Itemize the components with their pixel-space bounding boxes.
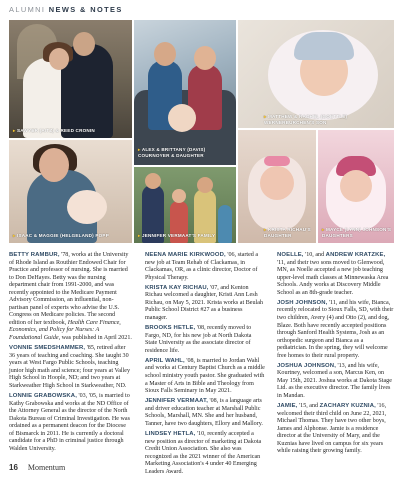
photo-johnson-daughters (318, 130, 394, 243)
note-entry: VONNIE SMEDSHAMMER, '85, retired after 36 years of teaching and coaching. She taught 30 years at West Fargo Public Schools, teaching junior high math and science; four years at Valley High School in Hoople, ND; and two years at Starkweather High School in Starkweather, ND. (9, 345, 131, 389)
photo-caption: ▸ MATTHEW & RACHEL (GOETTLE) WERNERBURCHEN'S SON (264, 114, 348, 125)
page-number: 16 (9, 463, 18, 472)
photo-caption: ▸ JENNIFER VERMAAT'S FAMILY (138, 233, 216, 238)
note-entry: KRISTA KAY RICHAU, '07, and Kenton Richau welcomed a daughter, Kristi Ann Lesh Richau, on May 5, 2021. Krista works at Beulah Public School District #27 as a business manager. (145, 284, 263, 321)
section-header (9, 5, 123, 14)
photo-wernerburchen-son (238, 20, 394, 128)
notes-column-1 (9, 252, 132, 456)
photo-caption: ▸ ALEX & BRITTANY (DAVIS) COURNOYER & DAUGHTER (138, 147, 206, 158)
note-entry: JENNIFER VERMAAT, '08, is a language arts and driver education teacher at Marshall Public Schools, Marshall, MN. She and her husband, Tanner, have two daughters, Ellory and Mallory. (145, 398, 263, 427)
note-entry: NOELLE, '10, and ANDREW KRATZKE, '11, and their two sons moved to Glenwood, MN, as Noelle accepted a new job teaching upper-level math classes at Minnewaska Area Schools. Andy works at Discovery Middle School as an 8th-grade teacher. (277, 252, 389, 296)
page-footer (9, 463, 65, 472)
photo-caption: ▸ KRISTA RICHAU'S DAUGHTER (264, 227, 311, 238)
note-entry: NEENA MARIE KIRKWOOD, '06, started a new job at Team Rehab of Clackamas, in Clackamas, OR, as a clinic director, Doctor of Physical Therapy. (145, 252, 259, 281)
note-entry: APRIL WAHL, '08, is married to Jordan Wahl and works at Century Baptist Church as a middle school ministry youth pastor. She graduated with a Master of Arts in Bible and Theology from Sioux Falls Seminary in May 2021. (145, 357, 265, 395)
photo-cronin-wedding (9, 20, 132, 138)
photo-caption: ▸ MAYCE (LYNN) JOHNSON'S DAUGHTERS (322, 227, 392, 238)
header-title: NEWS & NOTES (48, 5, 123, 14)
photo-popp-family (9, 140, 132, 243)
note-entry: BETTY RAMBUR, '78, works at the University of Rhode Island as Routhier Endowed Chair for Practice and professor of nursing. She is married to Don DeHayes. Betty was the nursing department chair from 1991-2000, and was recently appointed to the Medicare Payment Advisory Commission, an influential, non-partisan panel of experts who advise the U.S. Congress on Medicare policies. The second edition of her textbook, Health Care Finance, Economics, and Policy for Nurses: A Foundational Guide, was published in April 2021. (9, 252, 132, 342)
notes-column-2 (145, 252, 265, 479)
note-entry: BROOKS HETLE, '08, recently moved to Fargo, ND, for his new job at North Dakota State University as the associate director of residence life. (145, 325, 252, 354)
photo-richau-daughter (238, 130, 316, 243)
publication-name: Momentum (27, 463, 66, 472)
note-entry: JOSHUA JOHNSON, '13, and his wife, Kourtney, welcomed a son, Marcus Ken, on May 15th, 2021. Joshua works at Dakota Stage Ltd. as the executive director. The family lives in Mandan. (277, 362, 392, 400)
note-entry: LONNIE GRABOWSKA, '03, '05, is married to Kathy Grabowska and works at the ND Office of the Attorney General as the director of the North Dakota Bureau of Criminal Investigation. He was ordained as a permanent deacon for the Diocese of Bismarck in 2011. He is currently a doctoral candidate for a PhD in criminal justice through Walden University. (9, 393, 130, 452)
note-entry: JAMIE, '15, and ZACHARY KUZNIA, '16, welcomed their third child on June 22, 2021, Michael Thomas. They have two other boys, James and Alphonse. Jamie is a residence director at the University of Mary, and the Kuznias have lived on campus for six years while raising their growing family. (277, 403, 387, 455)
photo-caption: ▸ ISAAC & MAGGIE (HELGELAND) POPP (13, 233, 109, 238)
photo-caption: ▸ SAWYER (AITZ) & REED CRONIN (13, 128, 95, 133)
notes-column-3 (277, 252, 394, 459)
photo-cournoyer-family (134, 20, 236, 165)
photo-vermaat-family (134, 167, 236, 243)
note-entry: JOSH JOHNSON, '11, and his wife, Bianca, recently relocated to Sioux Falls, SD, with their two children, Avery (4) and Otto (2), and dog, Blaze. Both have recently accepted positions through Sanford Health Systems, Josh as an orthopedic surgeon and Bianca as a pediatrician. In the spring, they will welcome free homes to their rural property. (277, 299, 394, 359)
note-entry: LINDSEY HETLA, '10, recently accepted a new position as director of marketing at Dakota Credit Union Association. She also was recognized as the 2021 winner of the American Marketing Association's 4 under 40 Emerging Leaders Award. (145, 431, 262, 475)
header-prefix: ALUMNI (9, 5, 46, 14)
